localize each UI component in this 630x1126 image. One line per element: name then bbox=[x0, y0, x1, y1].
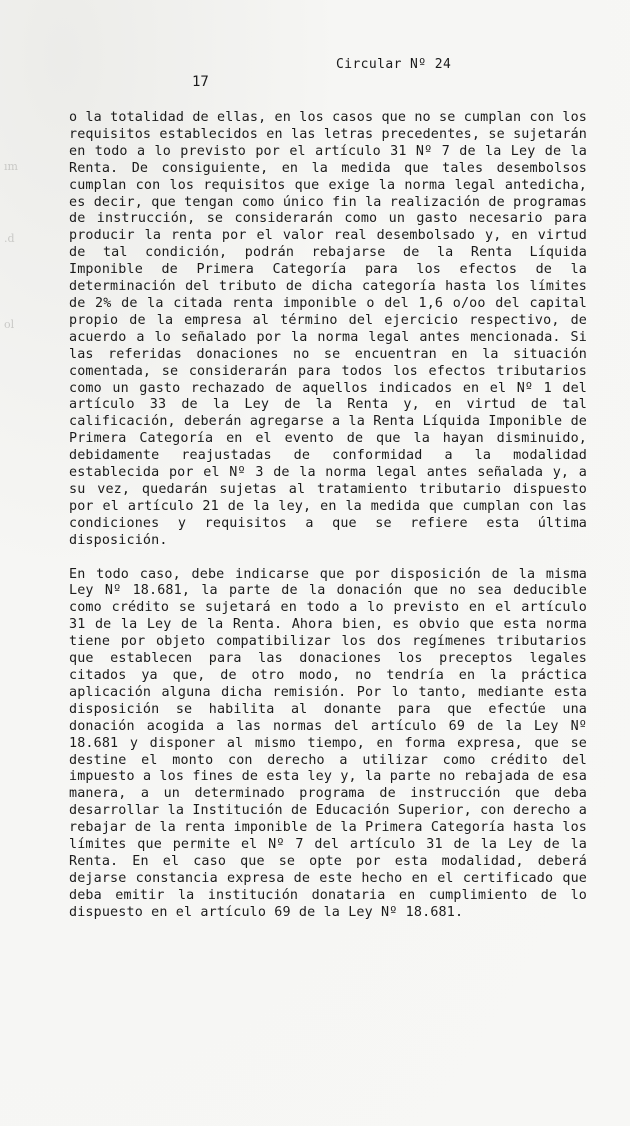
paragraph: En todo caso, debe indicarse que por disposición de la misma Ley Nº 18.681, la parte de la donación que no sea deducible como crédito se sujetará en todo a lo previsto en el artículo 31 de la Ley de la Renta. Ahora bien, es obvio que esta norma tiene por objeto compatibilizar los dos regímenes tributarios que establecen para las donaciones los preceptos legales citados ya que, de otro modo, no tendría en la práctica aplicación alguna dicha remisión. Por lo tanto, mediante esta disposición se habilita al donante para que efectúe una donación acogida a las normas del artículo 69 de la Ley Nº 18.681 y disponer al mismo tiempo, en forma expresa, que se destine el monto con derecho a utilizar como crédito del impuesto a los fines de esta ley y, la parte no rebajada de esa manera, a un determinado programa de instrucción que deba desarrollar la Institución de Educación Superior, con derecho a rebajar de la renta imponible de la Primera Categoría hasta los límites que permite el Nº 7 del artículo 31 de la Ley de la Renta. En el caso que se opte por esta modalidad, deberá dejarse constancia expresa de este hecho en el certificado que deba emitir la institución donataria en cumplimiento de lo dispuesto en el artículo 69 de la Ley Nº 18.681. bbox=[69, 566, 587, 920]
page-number: 17 bbox=[192, 74, 209, 90]
bleed-through-mark: ım bbox=[4, 160, 18, 173]
circular-header: Circular Nº 24 bbox=[336, 57, 452, 72]
paragraph: o la totalidad de ellas, en los casos que no se cumplan con los requisitos establecidos en las letras precedentes, se sujetarán en todo a lo previsto por el artículo 31 Nº 7 de la Ley de la Renta. De consiguiente, en la medida que tales desembolsos cumplan con los requisitos que exige la norma legal antedicha, es decir, que tengan como único fin la realización de programas de instrucción, se considerarán como un gasto necesario para producir la renta por el valor real desembolsado y, en virtud de tal condición, podrán rebajarse de la Renta Líquida Imponible de Primera Categoría para los efectos de la determinación del tributo de dicha categoría hasta los límites de 2% de la citada renta imponible o del 1,6 o/oo del capital propio de la empresa al término del ejercicio respectivo, de acuerdo a lo señalado por la norma legal antes mencionada. Si las referidas donaciones no se encuentran en la situación comentada, se considerarán para todos los efectos tributarios como un gasto rechazado de aquellos indicados en el Nº 1 del artículo 33 de la Ley de la Renta y, en virtud de tal calificación, deberán agregarse a la Renta Líquida Imponible de Primera Categoría en el evento de que la hayan disminuido, debidamente reajustadas de conformidad a la modalidad establecida por el Nº 3 de la norma legal antes señalada y, a su vez, quedarán sujetas al tratamiento tributario dispuesto por el artículo 21 de la ley, en la medida que cumplan con las condiciones y requisitos a que se refiere esta última disposición. bbox=[69, 110, 587, 548]
bleed-through-mark: ol bbox=[4, 318, 15, 331]
bleed-through-mark: .d bbox=[4, 232, 15, 245]
body-text bbox=[69, 110, 587, 922]
